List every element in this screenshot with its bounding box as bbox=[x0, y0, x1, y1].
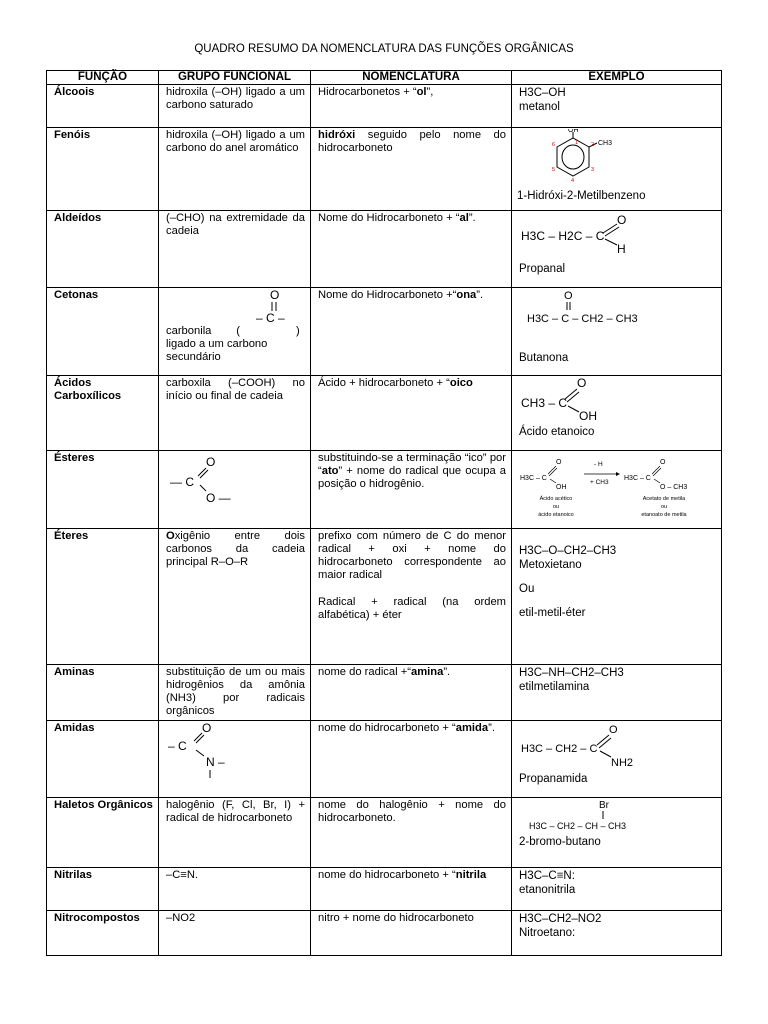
compound-name-alt: etil-metil-éter bbox=[519, 607, 586, 619]
nomenclatura-cell bbox=[311, 721, 512, 798]
nomenclatura-cell bbox=[311, 211, 512, 288]
compound-name: Metoxietano bbox=[519, 559, 582, 571]
nomenclatura-cell bbox=[311, 529, 512, 665]
rule-1: prefixo com número de C do menor radical + oxi + nome do hidrocarboneto correspondente ao maior radical bbox=[318, 530, 506, 581]
chain-label: H3C – CH2 – C bbox=[521, 743, 598, 755]
nomenclatura-cell bbox=[311, 128, 512, 211]
nomenclatura-cell bbox=[311, 665, 512, 721]
oxygen-label: O bbox=[577, 377, 587, 390]
compound-name: 2-bromo-butano bbox=[519, 836, 601, 848]
text: ” + nome do radical que ocupa a posição o hidrogênio. bbox=[318, 465, 506, 490]
chain-label: H3C – C – CH2 – CH3 bbox=[527, 313, 638, 325]
chain-label: CH3 – C bbox=[521, 396, 568, 410]
nomenclatura-cell bbox=[311, 85, 512, 128]
suffix: oico bbox=[449, 377, 473, 389]
acid-oh-label: OH bbox=[556, 484, 567, 491]
suffix: amida bbox=[455, 722, 489, 734]
exemplo-cell bbox=[512, 529, 722, 665]
minus-h-label: - H bbox=[594, 461, 603, 468]
acid-caption-3: ácido etanoico bbox=[538, 512, 574, 518]
grupo-cell: hidroxila (–OH) ligado a um carbono saturado bbox=[159, 85, 311, 128]
grupo-cell: hidroxila (–OH) ligado a um carbono do anel aromático bbox=[159, 128, 311, 211]
carbon-label: – C – bbox=[256, 311, 285, 323]
exemplo-cell bbox=[512, 376, 722, 451]
oxygen-label: O bbox=[206, 455, 216, 469]
formula: H3C–NH–CH2–CH3 bbox=[519, 667, 624, 679]
text: nome do radical +“ bbox=[318, 666, 411, 678]
text: seguido pelo nome do hidrocarboneto bbox=[318, 129, 506, 154]
page-title: QUADRO RESUMO DA NOMENCLATURA DAS FUNÇÕES ORGÂNICAS bbox=[194, 43, 574, 55]
compound-name: Ácido etanoico bbox=[519, 426, 595, 438]
suffix: ona bbox=[456, 289, 477, 301]
plus-ch3-label: + CH3 bbox=[590, 479, 609, 486]
compound-name: metanol bbox=[519, 101, 560, 113]
exemplo-cell bbox=[512, 288, 722, 376]
carbonila-structure bbox=[166, 289, 306, 323]
compound-name: etilmetilamina bbox=[519, 681, 590, 693]
suffix: amina bbox=[410, 666, 444, 678]
funcao-cell: Ácidos Carboxílicos bbox=[47, 376, 159, 451]
ester-och3-label: O – CH3 bbox=[660, 484, 688, 491]
acido-etanoico-structure bbox=[519, 377, 629, 423]
carbon-label: — C bbox=[170, 475, 194, 489]
oxygen-label: O bbox=[270, 289, 280, 302]
hydrogen-label: H bbox=[617, 242, 626, 256]
exemplo-cell bbox=[512, 798, 722, 868]
funcao-cell: Aldeídos bbox=[47, 211, 159, 288]
grupo-cell: carboxila (–COOH) no início ou final de cadeia bbox=[159, 376, 311, 451]
nomenclatura-cell bbox=[311, 376, 512, 451]
funcao-cell: Nitrocompostos bbox=[47, 911, 159, 956]
oxygen-label: O bbox=[609, 724, 618, 736]
position-3: 3 bbox=[591, 167, 595, 173]
formula: H3C–C≡N: bbox=[519, 870, 575, 882]
oxygen-label: O bbox=[617, 213, 627, 227]
table-row bbox=[47, 665, 722, 721]
oxygen-label: O bbox=[564, 290, 573, 302]
grupo-cell bbox=[159, 288, 311, 376]
ester-caption-1: Acetato de metila bbox=[642, 496, 686, 502]
table-row bbox=[47, 529, 722, 665]
acid-caption-1: Ácido acético bbox=[539, 496, 573, 502]
grupo-cell: (–CHO) na extremidade da cadeia bbox=[159, 211, 311, 288]
esterification-reaction bbox=[516, 452, 716, 524]
exemplo-cell bbox=[512, 451, 722, 529]
grupo-cell: halogênio (F, Cl, Br, I) + radical de hidrocarboneto bbox=[159, 798, 311, 868]
grupo-cell bbox=[159, 451, 311, 529]
ester-oxygen-label: O bbox=[660, 459, 666, 466]
funcao-cell: Fenóis bbox=[47, 128, 159, 211]
position-6: 6 bbox=[552, 142, 556, 148]
ch3-label: CH3 bbox=[598, 140, 613, 147]
header-exemplo: EXEMPLO bbox=[512, 71, 722, 85]
bromobutano-structure bbox=[519, 799, 659, 831]
grupo-cell: substituição de um ou mais hidrogênios da amônia (NH3) por radicais orgânicos bbox=[159, 665, 311, 721]
exemplo-cell bbox=[512, 85, 722, 128]
exemplo-cell bbox=[512, 211, 722, 288]
funcao-cell: Nitrilas bbox=[47, 868, 159, 911]
text: nome do hidrocarboneto + “ bbox=[318, 722, 456, 734]
exemplo-cell bbox=[512, 911, 722, 956]
ester-caption-2: ou bbox=[660, 504, 668, 510]
text: ”. bbox=[476, 289, 484, 301]
butanona-structure bbox=[519, 289, 659, 333]
oh-label: OH bbox=[579, 409, 597, 423]
funcao-cell: Amidas bbox=[47, 721, 159, 798]
oh-label: OH bbox=[568, 129, 579, 134]
text: substituindo-se a terminação “ico” por “ bbox=[318, 452, 506, 477]
text: ligado a um carbono secundário bbox=[166, 338, 268, 363]
ester-structure bbox=[166, 452, 266, 508]
position-5: 5 bbox=[552, 167, 556, 173]
funcao-cell: Haletos Orgânicos bbox=[47, 798, 159, 868]
header-nomenclatura: NOMENCLATURA bbox=[311, 71, 512, 85]
ester-caption-3: etanoato de metila bbox=[641, 512, 687, 518]
compound-name: Propanal bbox=[519, 263, 566, 275]
funcao-cell: Éteres bbox=[47, 529, 159, 665]
position-4: 4 bbox=[571, 178, 575, 184]
table-row bbox=[47, 128, 722, 211]
propanamida-structure bbox=[519, 722, 649, 768]
table-row bbox=[47, 376, 722, 451]
oxygen-side-label: O — bbox=[206, 491, 231, 505]
text: ”, bbox=[426, 86, 434, 98]
grupo-cell bbox=[159, 529, 311, 665]
nomenclatura-cell: nome do halogênio + nome do hidrocarboneto. bbox=[311, 798, 512, 868]
text: Ou bbox=[519, 583, 535, 595]
exemplo-cell bbox=[512, 721, 722, 798]
header-row bbox=[47, 71, 722, 85]
phenol-structure bbox=[517, 129, 627, 193]
exemplo-cell bbox=[512, 665, 722, 721]
formula: H3C–OH bbox=[519, 87, 566, 99]
suffix: al bbox=[459, 212, 469, 224]
table-row bbox=[47, 451, 722, 529]
funcao-cell: Cetonas bbox=[47, 288, 159, 376]
rule-2: Radical + radical (na ordem alfabética) + éter bbox=[318, 596, 506, 621]
table-row bbox=[47, 868, 722, 911]
nitrogen-label: N – bbox=[206, 755, 225, 769]
text: xigênio entre dois carbonos da cadeia principal R–O–R bbox=[166, 530, 305, 568]
text: ”. bbox=[443, 666, 451, 678]
suffix: ato bbox=[321, 465, 339, 477]
compound-name: etanonitrila bbox=[519, 884, 576, 896]
prefix: hidróxi bbox=[318, 129, 356, 141]
funcao-cell: Álcoois bbox=[47, 85, 159, 128]
header-grupo: GRUPO FUNCIONAL bbox=[159, 71, 311, 85]
text: Ácido + hidrocarboneto + “ bbox=[318, 377, 450, 389]
compound-name: Nitroetano: bbox=[519, 927, 576, 939]
acid-oxygen-label: O bbox=[556, 459, 562, 466]
nomenclatura-cell bbox=[311, 288, 512, 376]
acid-chain-label: H3C – C bbox=[520, 475, 547, 482]
header-funcao: FUNÇÃO bbox=[47, 71, 159, 85]
grupo-cell bbox=[159, 721, 311, 798]
table-row bbox=[47, 911, 722, 956]
table-row bbox=[47, 85, 722, 128]
ester-chain-label: H3C – C bbox=[624, 475, 651, 482]
nomenclatura-cell bbox=[311, 868, 512, 911]
bromine-label: Br bbox=[599, 800, 609, 811]
funcao-cell: Ésteres bbox=[47, 451, 159, 529]
suffix: ol bbox=[416, 86, 427, 98]
formula: H3C–CH2–NO2 bbox=[519, 913, 602, 925]
summary-table bbox=[46, 70, 722, 956]
text: ”. bbox=[468, 212, 476, 224]
position-1: 1 bbox=[575, 140, 579, 146]
propanal-structure bbox=[519, 212, 649, 256]
text: nome do hidrocarboneto + “ bbox=[318, 869, 456, 881]
formula: H3C–O–CH2–CH3 bbox=[519, 545, 617, 557]
chain-label: H3C – H2C – C bbox=[521, 229, 605, 243]
nomenclatura-cell: nitro + nome do hidrocarboneto bbox=[311, 911, 512, 956]
table-row bbox=[47, 721, 722, 798]
chain-label: H3C – CH2 – CH – CH3 bbox=[529, 821, 627, 831]
grupo-text: carbonila ( ) ligado a um carbono secundário bbox=[166, 325, 300, 363]
acid-caption-2: ou bbox=[552, 504, 560, 510]
funcao-cell: Aminas bbox=[47, 665, 159, 721]
grupo-cell: –NO2 bbox=[159, 911, 311, 956]
text: Nome do Hidrocarboneto +“ bbox=[318, 289, 457, 301]
suffix: nitrila bbox=[455, 869, 487, 881]
table-row bbox=[47, 798, 722, 868]
compound-name: Butanona bbox=[519, 352, 569, 364]
text: ”. bbox=[488, 722, 495, 734]
carbonila-label: carbonila bbox=[166, 325, 212, 337]
amida-structure bbox=[166, 722, 266, 782]
exemplo-cell bbox=[512, 868, 722, 911]
exemplo-cell bbox=[512, 128, 722, 211]
text: Nome do Hidrocarboneto + “ bbox=[318, 212, 460, 224]
compound-name: Propanamida bbox=[519, 773, 588, 785]
text: O bbox=[166, 530, 175, 542]
nh2-label: NH2 bbox=[611, 757, 634, 768]
carbon-label: – C bbox=[168, 739, 187, 753]
oxygen-label: O bbox=[202, 722, 212, 735]
text: Hidrocarbonetos + “ bbox=[318, 86, 417, 98]
position-2: 2 bbox=[591, 142, 595, 148]
nomenclatura-cell bbox=[311, 451, 512, 529]
table-row bbox=[47, 288, 722, 376]
compound-name: 1-Hidróxi-2-Metilbenzeno bbox=[517, 190, 646, 202]
table-row bbox=[47, 211, 722, 288]
grupo-cell: –C≡N. bbox=[159, 868, 311, 911]
